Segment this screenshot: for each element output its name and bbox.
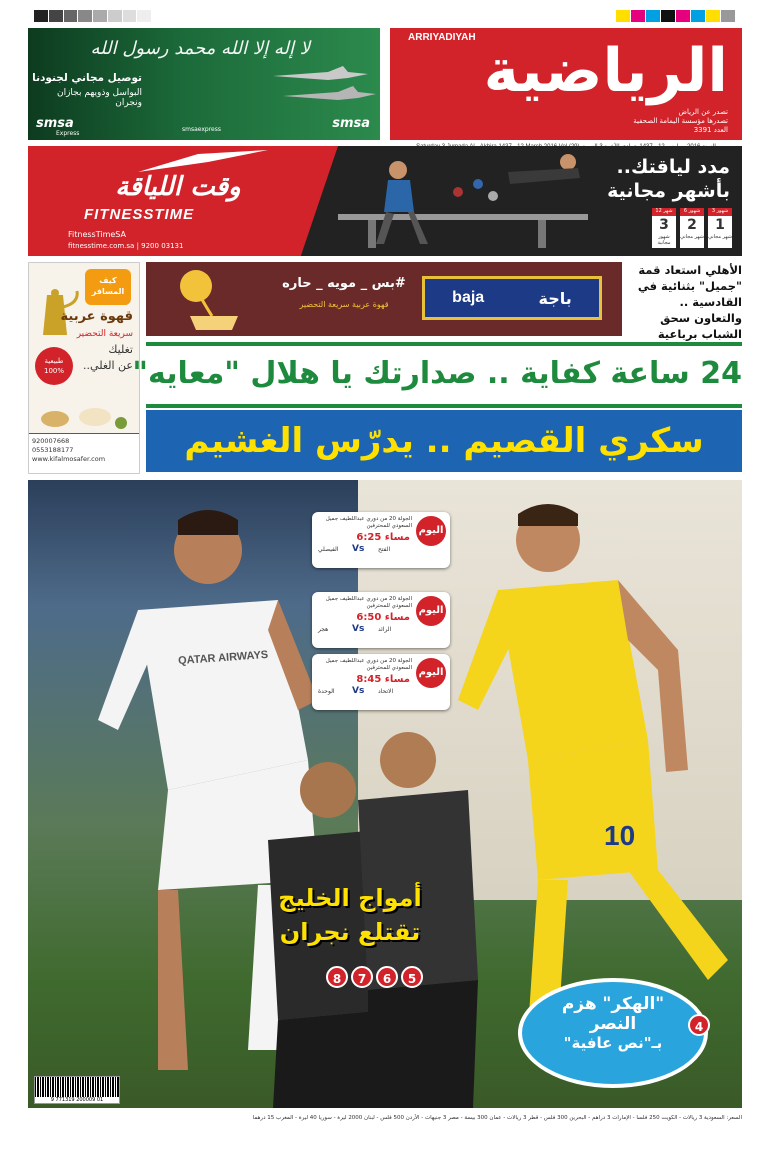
fixture-card: اليوم الجولة 20 من دوري عبداللطيف جميل السعودي للمحترفين 8:45 مساء الوحدة Vs الاتحاد [312, 654, 450, 710]
coffee-cups-icon [35, 395, 131, 435]
jersey-number: 10 [604, 820, 636, 851]
story-title-2: تقتلع نجران [279, 918, 421, 946]
fitness-badges [652, 208, 732, 248]
coffee-contact: 920007668 0553188177 www.kifalmosafer.com [29, 433, 139, 473]
sidebar-news-teaser: الأهلي استعاد قمة "جميل" بثنائية في القادسية .. والتعاون سحق الشباب برباعية [637, 263, 742, 341]
smsa-handle: smsaexpress [182, 126, 221, 133]
fitness-social: FitnessTimeSA [68, 230, 126, 239]
jersey-sponsor-left: QATAR AIRWAYS [177, 648, 269, 668]
ad-kif-almosafer: كيف المسافر قهوة عربية سريعة التحضير تغليك عن الغلي.. طبيعية 100% 920007668 0553188177 www.kifalmosafer.com [28, 262, 140, 474]
issue-number: العدد 3391 [693, 126, 728, 134]
masthead [390, 28, 742, 140]
fixture-card: اليوم الجولة 20 من دوري عبداللطيف جميل السعودي للمحترفين 6:25 مساء الفيصلي Vs الفتح [312, 512, 450, 568]
fitness-promo-1: مدد لياقتك.. [616, 156, 730, 178]
fitness-promo-2: بأشهر مجانية [607, 180, 730, 202]
masthead-tagline: تصدر عن الرياض تصدرها مؤسسة اليمامة الصحفية العدد 3391 [548, 108, 728, 135]
smsa-headline: توصيل مجاني لجنودنا [32, 72, 142, 84]
coffee-pour-icon [160, 266, 260, 332]
fitness-title-en: FITNESSTIME [84, 206, 195, 223]
barcode: 9 771319 200009 01 [34, 1076, 120, 1104]
baja-logo: baja باجة [422, 276, 602, 320]
baja-sub: قهوة عربية سريعة التحضير [299, 300, 389, 309]
story-bubble: "الهكر" هزم النصر بـ"نص عافية" [518, 978, 708, 1088]
smsa-subline: البواسل وذويهم بجازان ونجران [56, 88, 142, 108]
shahada-flag-text: لا إله إلا الله محمد رسول الله [90, 38, 310, 59]
fitness-badge: 6 شهور 2 شهر مجاني [680, 208, 704, 248]
grayscale-bar [34, 10, 152, 22]
headline-main-box [132, 342, 742, 408]
jets-icon [268, 64, 378, 108]
fitness-title-ar: وقت اللياقة [115, 172, 241, 202]
smsa-logo-left: smsa [36, 116, 74, 131]
bubble-page-ref: 4 [688, 1014, 710, 1036]
smsa-logo-right: smsa [332, 116, 370, 131]
page-refs: 8 7 6 5 [326, 966, 423, 988]
fixture-card: اليوم الجولة 20 من دوري عبداللطيف جميل السعودي للمحترفين 6:50 مساء هجر Vs الرائد [312, 592, 450, 648]
story-title-1: أمواج الخليج [278, 884, 422, 912]
logo-english: ARRIYADIYAH [408, 32, 476, 43]
headline-main: 24 ساعة كفاية .. صدارتك يا هلال "معايه" [132, 356, 742, 391]
fitness-web: fitnesstime.com.sa | 9200 03131 [68, 242, 184, 250]
natural-badge: طبيعية 100% [35, 347, 73, 385]
color-registration-bar [616, 10, 736, 22]
headline-second-box [146, 410, 742, 472]
fitness-badge: 12 شهر 3 شهور مجانية [652, 208, 676, 248]
ad-smsa: لا إله إلا الله محمد رسول الله توصيل مجاني لجنودنا البواسل وذويهم بجازان ونجران smsa Express smsaexpress smsa [28, 28, 380, 140]
gym-athlete-image [328, 152, 628, 252]
coffee-brand-logo: كيف المسافر [85, 269, 131, 305]
logo-arabic: الرياضية [483, 36, 728, 106]
fitness-badge: 3 شهور 1 شهر مجاني [708, 208, 732, 248]
ad-fitness-time [28, 146, 742, 256]
ad-baja [146, 262, 622, 336]
footer-prices: السعر: السعودية 3 ريالات - الكويت 250 فلسا - الإمارات 3 دراهم - البحرين 300 فلس - قطر 3 ريالات - عمان 300 بيسة - مصر 3 جنيهات - الأردن 500 فلس - لبنان 2000 ليرة - سوريا 40 ليرة - المغرب 15 درهما [252, 1115, 742, 1121]
main-photo [28, 480, 742, 1108]
baja-tagline: #بس _ مويه _ حاره [282, 276, 406, 291]
coffee-product: قهوة عربية [60, 309, 133, 324]
headline-second: سكري القصيم .. يدرّس الغشيم [184, 421, 704, 461]
